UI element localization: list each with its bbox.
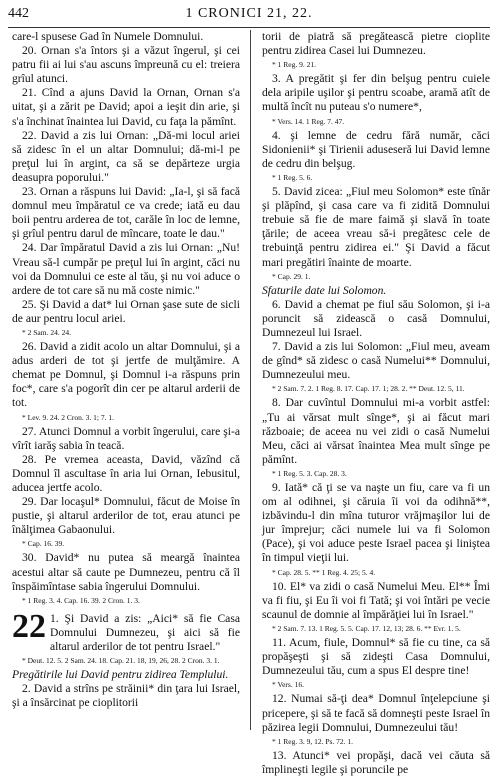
verse: 13. Atunci* vei propăşi, dacă vei căuta să împlineşti legile şi poruncile pe <box>262 748 490 776</box>
cross-reference: * 1 Reg. 3. 9, 12. Ps. 72. 1. <box>272 736 354 746</box>
verse: 2. David a strîns pe străinii* din ţara lui Israel, şi a însărcinat pe cioplitorii <box>12 682 240 710</box>
verse: 24. Dar împăratul David a zis lui Ornan: „Nu! Vreau să-l cumpăr pe preţul lui în argint, căci nu voi da Domnului ce este al tău, şi nu voi aduce o ardere de tot care să nu mă coste nimic." <box>12 241 240 297</box>
chapter-start <box>12 607 240 654</box>
running-title: 1 CRONICI 21, 22. <box>185 6 313 21</box>
verse: 12. Numai să-ţi dea* Domnul înţelepciune şi pricepere, şi să te facă să domneşti peste Israel în păzirea legii Domnului, Dumnezeului tău! <box>262 692 490 734</box>
verse: 27. Atunci Domnul a vorbit îngerului, care şi-a vîrît iarăş sabia în teacă. <box>12 424 240 452</box>
section-title: Pregătirile lui David pentru zidirea Templului. <box>12 668 229 682</box>
verse: 5. David zicea: „Fiul meu Solomon* este tînăr şi plăpînd, şi casa care va fi zidită Domnului trebuie să fie de mare faimă şi slavă în toate ţările; de aceea vreau să-i pregătesc cele de trebuinţă pentru zidirea ei." Şi David a făcut mari pregătiri înainte de moarte. <box>262 185 490 269</box>
cross-reference: * Cap. 16. 39. <box>22 539 65 549</box>
verse: 7. David a zis lui Solomon: „Fiul meu, aveam de gînd* să zidesc o casă Numelui** Domnului, Dumnezeului meu. <box>262 340 490 382</box>
verse: torii de piatră să pregătească pietre cioplite pentru zidirea Casei lui Dumnezeu. <box>262 30 490 58</box>
cross-reference: * Vers. 14. 1 Reg. 7. 47. <box>272 116 345 126</box>
column-divider <box>250 30 251 730</box>
verse: 11. Acum, fiule, Domnul* să fie cu tine, ca să propăşeşti şi să zideşti Casa Domnului, Dumnezeului tău, cum a spus El despre tine! <box>262 636 490 678</box>
verse: 3. A pregătit şi fer din belşug pentru cuiele dela aripile uşilor şi pentru scoabe, aramă atît de multă încît nu puteau s'o numere*, <box>262 72 490 114</box>
verse: 1. Şi David a zis: „Aici* să fie Casa Domnului Dumnezeu, şi aici să fie altarul arderilor de tot pentru Israel." <box>50 611 240 654</box>
left-column <box>12 30 240 736</box>
verse: 23. Ornan a răspuns lui David: „Ia-l, şi să facă domnul meu împăratul ce va crede; iată eu dau boii pentru arderea de tot, carăle în loc de lemne, şi grîul pentru darul de mîncare, toate le dau." <box>12 185 240 241</box>
right-column <box>262 30 490 776</box>
chapter-number: 22 <box>12 607 46 645</box>
verse: care-l spusese Gad în Numele Domnului. <box>12 30 204 43</box>
verse: 22. David a zis lui Ornan: „Dă-mi locul ariei să zidesc în el un altar Domnului; dă-mi-l pe preţul lui în argint, ca să se depărteze urgia deasupra poporului." <box>12 128 240 184</box>
cross-reference: * Lev. 9. 24. 2 Cron. 3. 1; 7. 1. <box>22 412 115 422</box>
cross-reference: * Deut. 12. 5. 2 Sam. 24. 18. Cap. 21. 18, 19, 26, 28. 2 Cron. 3. 1. <box>22 656 220 666</box>
cross-reference: * 2 Sam. 7. 13. 1 Reg. 5. 5. Cap. 17. 12, 13; 28. 6. ** Evr. 1. 5. <box>272 623 461 633</box>
verse: 4. şi lemne de cedru fără număr, căci Sidonienii* şi Tirienii aduseseră lui David lemne de cedru din belşug. <box>262 128 490 170</box>
page-number: 442 <box>8 6 29 21</box>
verse: 6. David a chemat pe fiul său Solomon, şi i-a poruncit să zidească o casă Domnului, Dumnezeul lui Israel. <box>262 297 490 339</box>
verse: 21. Cînd a ajuns David la Ornan, Ornan s'a uitat, şi a zărit pe David; apoi a ieşit din arie, şi s'a închinat înaintea lui David, cu faţa la pămînt. <box>12 86 240 128</box>
verse: 20. Ornan s'a întors şi a văzut îngerul, şi cei patru fii ai lui s'au ascuns împreună cu el: treiera grîul atunci. <box>12 44 240 86</box>
cross-reference: * 1 Reg. 3. 4. Cap. 16. 39. 2 Cron. 1. 3. <box>22 595 140 605</box>
cross-reference: * 1 Reg. 9. 21. <box>272 60 316 70</box>
verse: 8. Dar cuvîntul Domnului mi-a vorbit astfel: „Tu ai vărsat mult sînge*, şi ai făcut mari războaie; de aceea nu vei zidi o casă Numelui Meu, căci ai vărsat înaintea Mea mult sînge pe pămînt. <box>262 396 490 466</box>
verse: 25. Şi David a dat* lui Ornan şase sute de sicli de aur pentru locul ariei. <box>12 297 240 325</box>
header-rule <box>8 27 490 28</box>
cross-reference: * 2 Sam. 24. 24. <box>22 327 71 337</box>
verse: 10. El* va zidi o casă Numelui Meu. El** Îmi va fi fiu, şi Eu îi voi fi Tată; şi voi întări pe vecie scaunul de domnie al împărăţiei lui în Israel." <box>262 579 490 621</box>
cross-reference: * 1 Reg. 5. 6. <box>272 172 313 182</box>
cross-reference: * Vers. 16. <box>272 680 304 690</box>
cross-reference: * 2 Sam. 7. 2. 1 Reg. 8. 17. Cap. 17. 1; 28. 2. ** Deut. 12. 5, 11. <box>272 384 465 394</box>
verse: 30. David* nu putea să meargă înaintea acestui altar să caute pe Dumnezeu, pentru că îl înspăimîntase sabia îngerului Domnului. <box>12 551 240 593</box>
page-header <box>8 4 490 24</box>
cross-reference: * Cap. 29. 1. <box>272 271 311 281</box>
verse: 29. Dar locaşul* Domnului, făcut de Moise în pustie, şi altarul arderilor de tot, erau atunci pe înălţimea Gabaonului. <box>12 495 240 537</box>
verse: 28. Pe vremea aceasta, David, văzînd că Domnul îl ascultase în aria lui Ornan, Iebusitul, aducea jertfe acolo. <box>12 452 240 494</box>
cross-reference: * 1 Reg. 5. 3. Cap. 28. 3. <box>272 468 347 478</box>
verse: 9. Iată* că ţi se va naşte un fiu, care va fi un om al odihnei, şi căruia îi voi da odihnă**, izbăvindu-l din mîna tuturor vrăjmaşilor lui de jur împrejur; căci numele lui va fi Solomon (Pace), şi voi aduce peste Israel pacea şi liniştea în timpul vieţii lui. <box>262 481 490 565</box>
section-title: Sfaturile date lui Solomon. <box>262 283 387 297</box>
cross-reference: * Cap. 28. 5. ** 1 Reg. 4. 25; 5. 4. <box>272 567 376 577</box>
verse: 26. David a zidit acolo un altar Domnului, şi a adus arderi de tot şi jertfe de mulţămire. A chemat pe Domnul, şi Domnul i-a răspuns prin foc*, care s'a pogorît din cer pe altarul arderii de tot. <box>12 340 240 410</box>
